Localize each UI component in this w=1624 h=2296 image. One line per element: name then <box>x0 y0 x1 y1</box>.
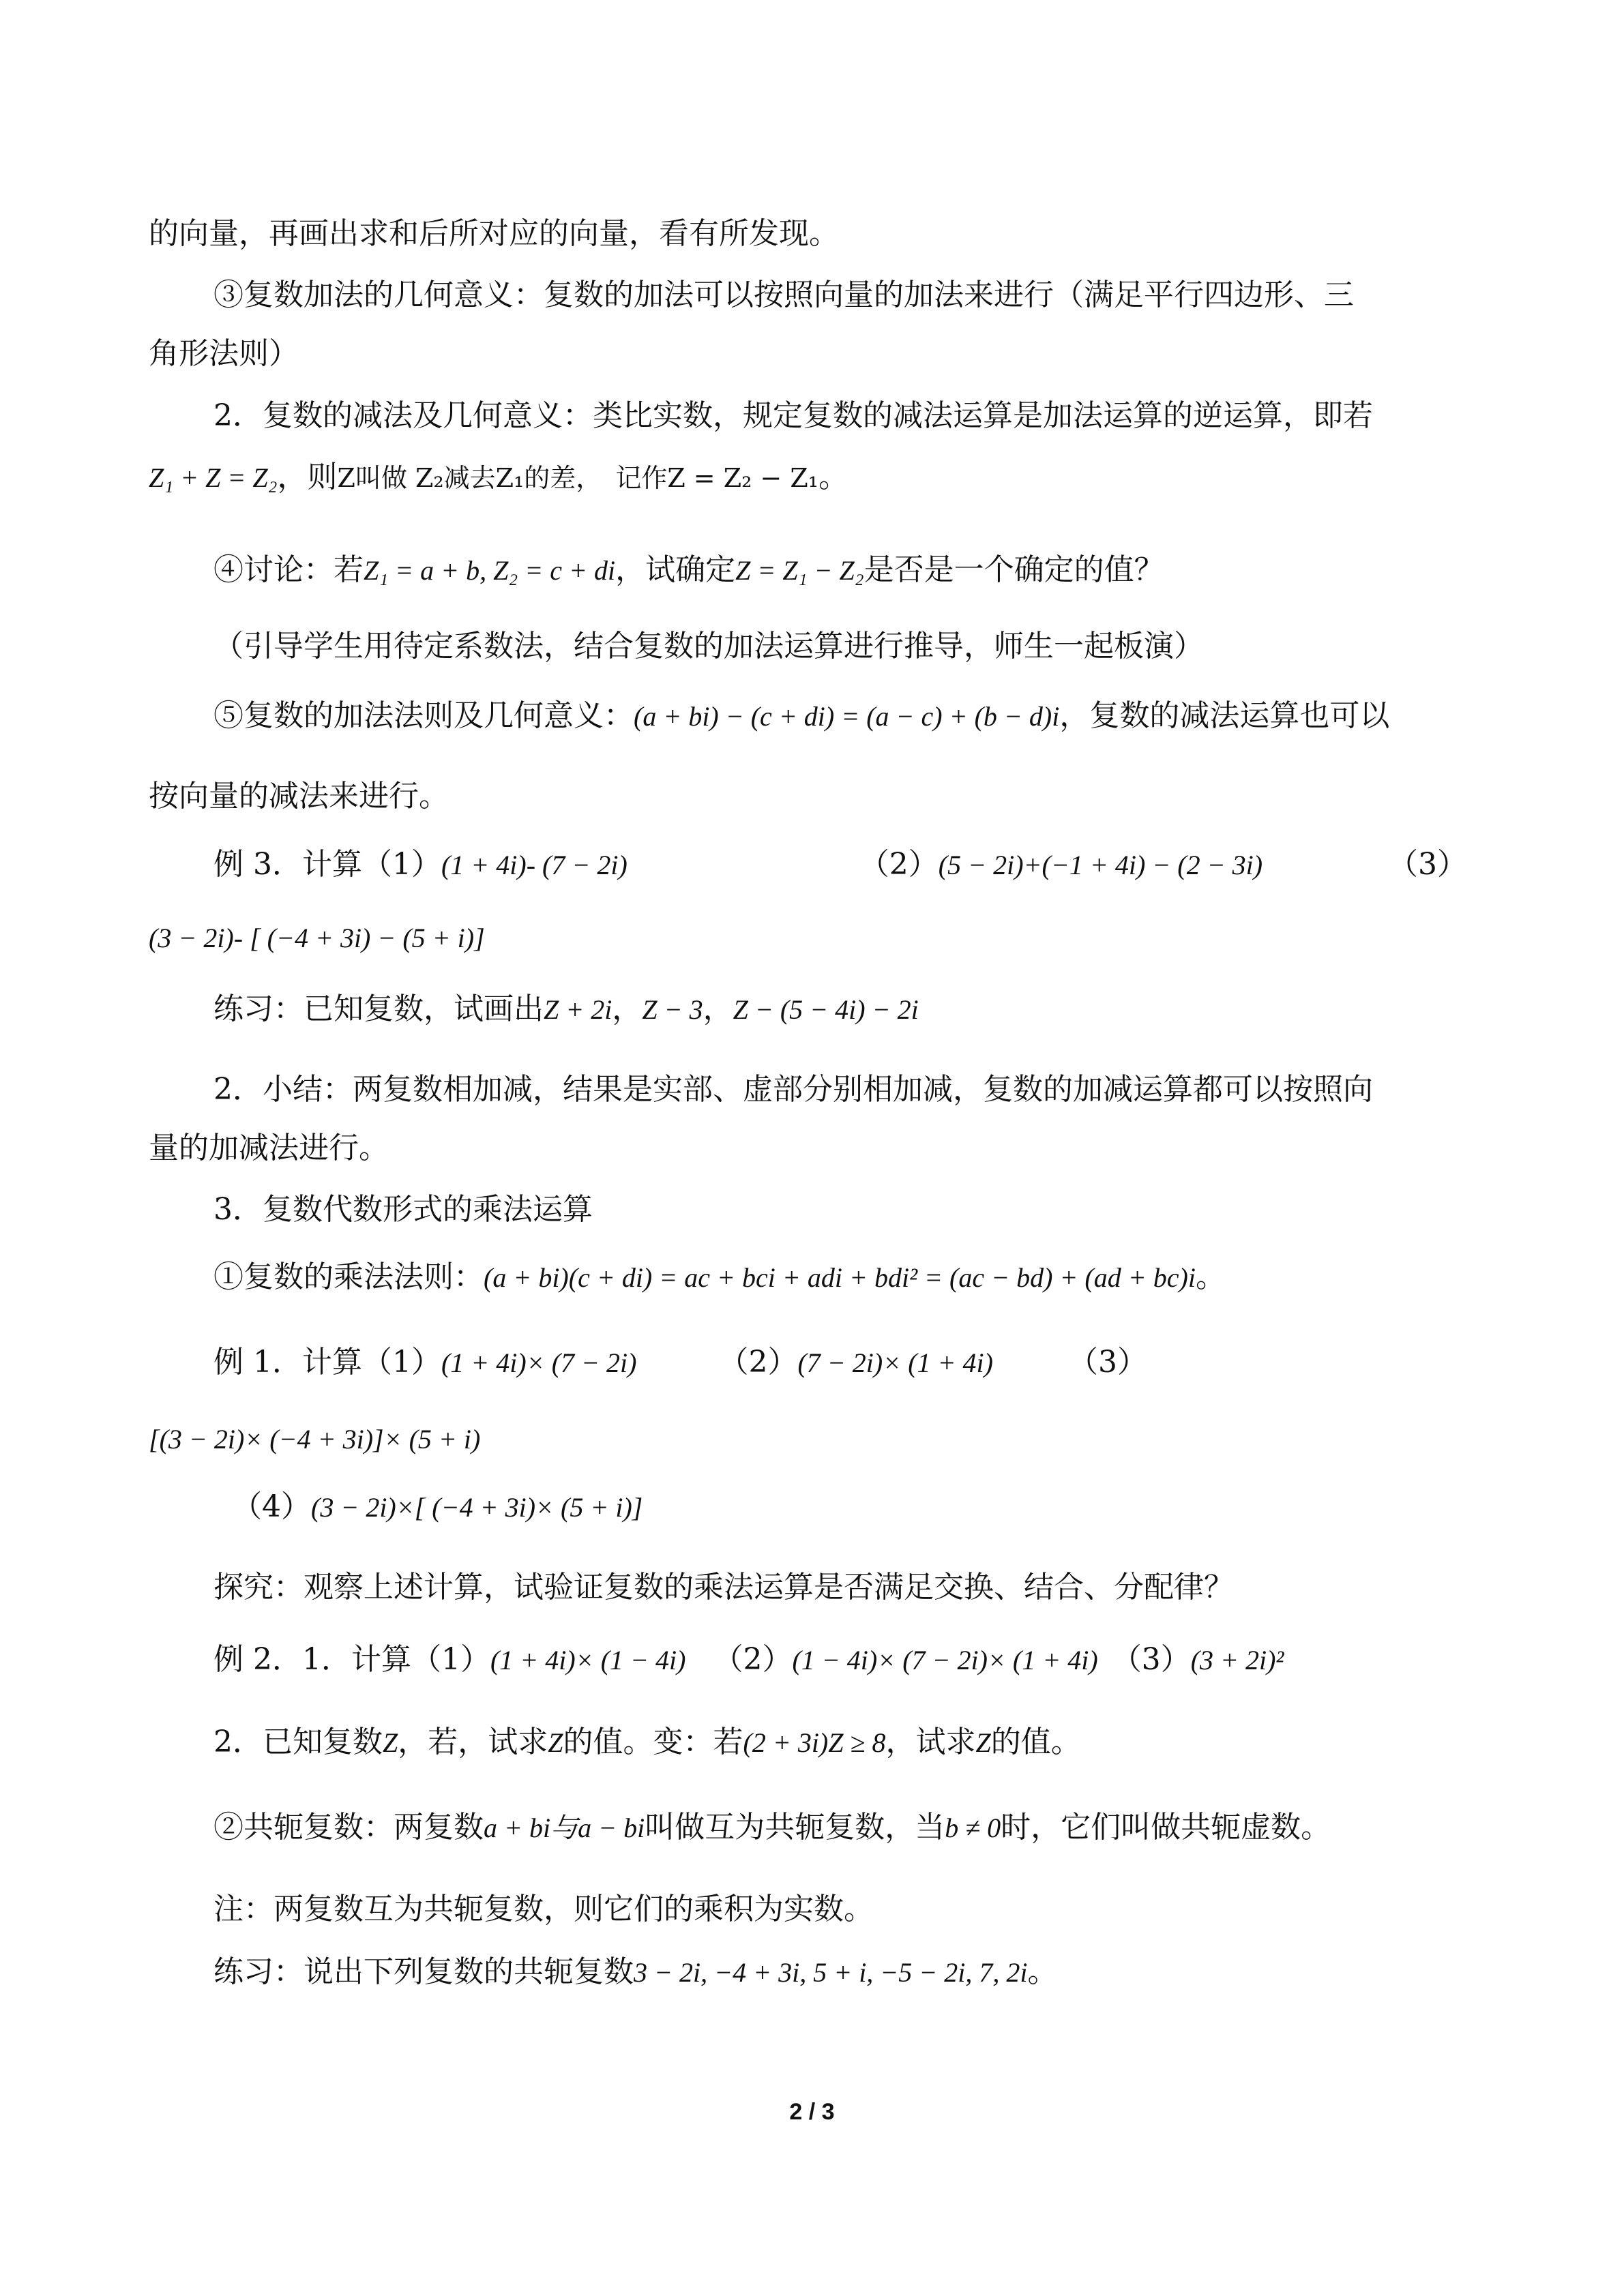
math-expression: (a + bi) − (c + di) = (a − c) + (b − d)i <box>634 701 1060 732</box>
math-expression: Z − (5 − 4i) − 2i <box>733 994 919 1025</box>
math-expression: (3 − 2i)- [ (−4 + 3i) − (5 + i)] <box>149 923 485 953</box>
text-line: ④讨论：若Z₁ = a + b, Z₂ = c + di，试确定Z = Z₁ − Z₂是否是一个确定的值？ <box>213 552 1164 587</box>
math-expression: (1 + 4i)× (7 − 2i) <box>441 1347 637 1378</box>
math-expression: (1 + 4i)× (1 − 4i) <box>490 1645 686 1675</box>
text-line <box>0 1418 1624 1460</box>
math-expression: 3 − 2i, −4 + 3i, 5 + i, −5 − 2i, 7, 2i <box>634 1957 1028 1988</box>
text-line: 2．小结：两复数相加减，结果是实部、虚部分别相加减，复数的加减运算都可以按照向 <box>213 1072 1373 1107</box>
math-expression: (a + bi)(c + di) = ac + bci + adi + bdi² = (ac − bd) + (ad + bc)i <box>484 1262 1196 1293</box>
text-line: 量的加减法进行。 <box>149 1131 389 1165</box>
text-line: 例 2．1．计算（1）(1 + 4i)× (1 − 4i) （2）(1 − 4i)× (7 − 2i)× (1 + 4i) （3）(3 + 2i)² <box>213 1642 1284 1677</box>
math-expression: Z + 2i <box>544 994 612 1025</box>
math-expression: [(3 − 2i)× (−4 + 3i)]× (5 + i) <box>149 1424 481 1455</box>
math-expression: (3 + 2i)² <box>1190 1645 1284 1675</box>
text-line: 例 3．计算（1）(1 + 4i)- (7 − 2i) （2）(5 − 2i)+(−1 + 4i) − (2 − 3i) （3） <box>213 847 1467 882</box>
math-expression: (1 − 4i)× (7 − 2i)× (1 + 4i) <box>792 1645 1098 1675</box>
text-line: 探究：观察上述计算，试验证复数的乘法运算是否满足交换、结合、分配律？ <box>213 1570 1234 1605</box>
text-line: 的向量，再画出求和后所对应的向量，看有所发现。 <box>149 216 839 251</box>
math-expression: a + bi与a − bi <box>484 1813 645 1843</box>
text-line: 角形法则） <box>149 336 299 371</box>
text-line: （4）(3 − 2i)×[ (−4 + 3i)× (5 + i)] <box>232 1489 643 1524</box>
text-line: 练习：已知复数，试画出Z + 2i，Z − 3，Z − (5 − 4i) − 2i <box>213 992 919 1026</box>
text-line: 注：两复数互为共轭复数，则它们的乘积为实数。 <box>213 1892 874 1926</box>
text-line: ⑤复数的加法法则及几何意义：(a + bi) − (c + di) = (a − c) + (b − d)i，复数的减法运算也可以 <box>213 698 1390 733</box>
text-line: 2．已知复数Z，若，试求Z的值。变：若(2 + 3i)Z ≥ 8，试求Z的值。 <box>213 1725 1081 1759</box>
text-line: 3．复数代数形式的乘法运算 <box>213 1192 593 1227</box>
text-line: 练习：说出下列复数的共轭复数3 − 2i, −4 + 3i, 5 + i, −5 − 2i, 7, 2i。 <box>213 1954 1058 1989</box>
math-expression: (5 − 2i)+(−1 + 4i) − (2 − 3i) <box>938 850 1263 880</box>
text-line: ①复数的乘法法则：(a + bi)(c + di) = ac + bci + adi + bdi² = (ac − bd) + (ad + bc)i。 <box>213 1259 1226 1294</box>
text-line: ③复数加法的几何意义：复数的加法可以按照向量的加法来进行（满足平行四边形、三 <box>213 278 1354 312</box>
math-expression: (1 + 4i)- (7 − 2i) <box>441 850 628 880</box>
text-line: ②共轭复数：两复数a + bi与a − bi叫做互为共轭复数，当b ≠ 0时，它们叫做共轭虚数。 <box>213 1810 1331 1845</box>
math-expression: (7 − 2i)× (1 + 4i) <box>797 1347 993 1378</box>
math-expression: Z₁ = a + b, Z₂ = c + di <box>364 555 616 586</box>
math-expression: (2 + 3i)Z ≥ 8 <box>743 1727 886 1758</box>
math-expression: b ≠ 0 <box>945 1813 1001 1843</box>
text-line: 例 1．计算（1）(1 + 4i)× (7 − 2i) （2）(7 − 2i)× (1 + 4i) （3） <box>213 1345 1147 1380</box>
math-expression: Z₁ + Z = Z₂ <box>149 462 278 493</box>
math-expression: Z − 3 <box>642 994 703 1025</box>
text-line: 按向量的减法来进行。 <box>149 779 449 814</box>
text-line <box>0 917 1624 959</box>
text-line: 2．复数的减法及几何意义：类比实数，规定复数的减法运算是加法运算的逆运算，即若 <box>213 398 1373 433</box>
math-expression: (3 − 2i)×[ (−4 + 3i)× (5 + i)] <box>311 1492 643 1523</box>
page-indicator: 2 / 3 <box>789 2099 835 2125</box>
text-line: （引导学生用待定系数法，结合复数的加法运算进行推导，师生一起板演） <box>213 629 1204 664</box>
math-expression: Z = Z₁ − Z₂ <box>735 555 864 586</box>
text-line: Z₁ + Z = Z₂，则Z叫做 Z₂减去Z₁的差， 记作Z = Z₂ − Z₁。 <box>149 460 848 494</box>
